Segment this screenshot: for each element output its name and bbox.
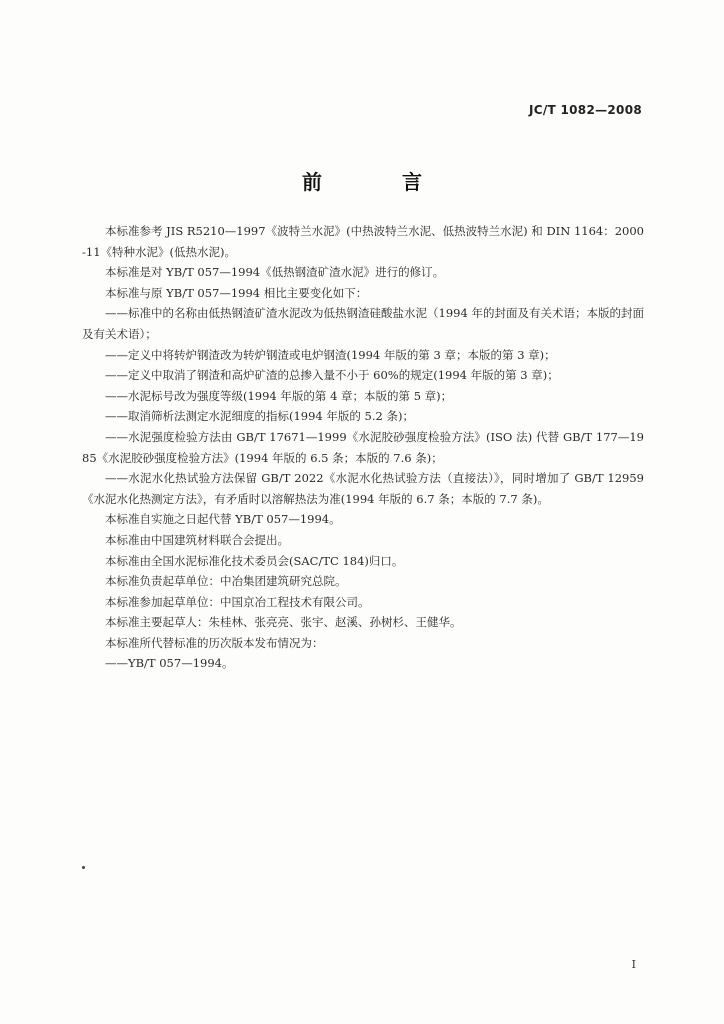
standard-code: JC/T 1082—2008 xyxy=(528,103,642,117)
paragraph: 本标准自实施之日起代替 YB/T 057—1994。 xyxy=(105,512,341,527)
page-title: 前 言 xyxy=(302,170,452,194)
change-item: ——定义中取消了钢渣和高炉矿渣的总掺入量不小于 60%的规定(1994 年版的第 3 章)； xyxy=(105,368,559,383)
foreword-body xyxy=(82,221,644,674)
paragraph: 本标准由中国建筑材料联合会提出。 xyxy=(105,532,289,547)
change-item: ——水泥强度检验方法由 GB/T 17671—1999《水泥胶砂强度检验方法》(ISO 法) 代替 GB/T 177—1985《水泥胶砂强度检验方法》(1994 年版的 6.5 条；本版的 7.6 条)； xyxy=(82,429,644,465)
paragraph: 本标准是对 YB/T 057—1994《低热钢渣矿渣水泥》进行的修订。 xyxy=(105,265,445,280)
change-item: ——取消筛析法测定水泥细度的指标(1994 年版的 5.2 条)； xyxy=(105,409,414,424)
paragraph: 本标准参考 JIS R5210—1997《波特兰水泥》(中热波特兰水泥、低热波特兰水泥) 和 DIN 1164：2000-11《特种水泥》(低热水泥)。 xyxy=(82,224,644,259)
change-item: ——标准中的名称由低热钢渣矿渣水泥改为低热钢渣硅酸盐水泥（1994 年的封面及有关术语；本版的封面及有关术语）； xyxy=(82,306,644,341)
paragraph: 本标准主要起草人：朱桂林、张亮亮、张宇、赵溪、孙树杉、王健华。 xyxy=(105,615,462,630)
paragraph: 本标准所代替标准的历次版本发布情况为： xyxy=(105,635,324,650)
change-item: ——定义中将转炉钢渣改为转炉钢渣或电炉钢渣(1994 年版的第 3 章；本版的第 3 章)； xyxy=(105,347,556,362)
scan-mark xyxy=(82,866,85,869)
change-item: ——水泥标号改为强度等级(1994 年版的第 4 章；本版的第 5 章)； xyxy=(105,388,453,403)
page-number: I xyxy=(631,958,636,971)
paragraph: 本标准负责起草单位：中冶集团建筑研究总院。 xyxy=(105,574,347,589)
paragraph: 本标准与原 YB/T 057—1994 相比主要变化如下： xyxy=(105,285,368,300)
history-item: ——YB/T 057—1994。 xyxy=(105,656,234,671)
change-item: ——水泥水化热试验方法保留 GB/T 2022《水泥水化热试验方法（直接法）》，同时增加了 GB/T 12959《水泥水化热测定方法》，有矛盾时以溶解热法为准(1994 年版的 6.7 条；本版的 7.7 条)。 xyxy=(82,471,644,506)
paragraph: 本标准由全国水泥标准化技术委员会(SAC/TC 184)归口。 xyxy=(105,553,404,568)
paragraph: 本标准参加起草单位：中国京冶工程技术有限公司。 xyxy=(105,594,370,609)
